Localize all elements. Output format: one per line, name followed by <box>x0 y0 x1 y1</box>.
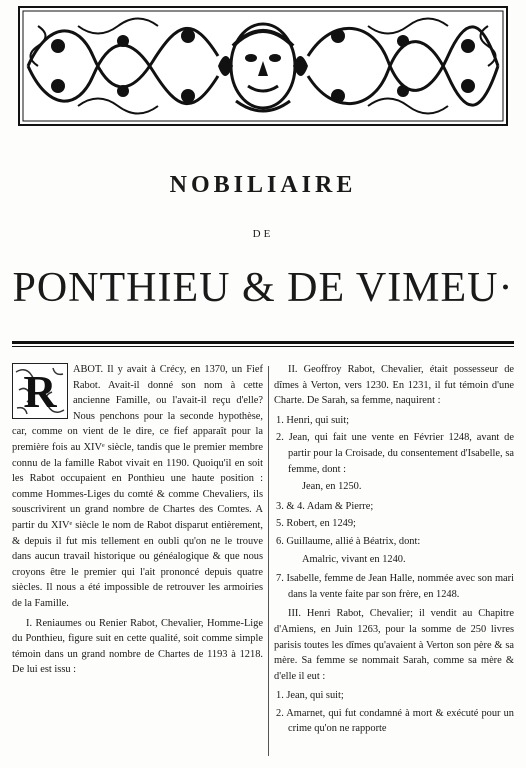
children-list-2 <box>274 499 514 550</box>
children-list-1 <box>274 413 514 477</box>
list-item: 5. Robert, en 1249; <box>276 518 356 530</box>
children-list-3 <box>274 571 514 602</box>
list-item: 1. Henri, qui suit; <box>276 414 350 426</box>
title-de: DE <box>252 228 274 240</box>
right-column <box>274 362 514 739</box>
title-main: PONTHIEU & DE VIMEU· <box>12 265 514 311</box>
title-rule-thick <box>12 341 514 344</box>
column-divider <box>268 366 269 756</box>
paragraph-degree-3: III. Henri Rabot, Chevalier; il vendit au Chapitre d'Amiens, en Juin 1263, pour la somme de 250 livres parisis toutes les dîmes qu'avaient à Verton son père & sa mère. Sa femme se nommait Sarah, comme sa mère & d'elle il eut : <box>274 608 514 682</box>
grandchild-entry: Jean, en 1250. <box>302 481 362 493</box>
title-rule-thin <box>12 346 514 347</box>
paragraph-degree-2: II. Geoffroy Rabot, Chevalier, était possesseur de dîmes à Verton, vers 1230. En 1231, il fut témoin d'une Charte. De Sarah, sa femme, naquirent : <box>274 364 514 407</box>
list-item: 6. Guillaume, allié à Béatrix, dont: <box>276 535 421 547</box>
title-nobiliaire: NOBILIAIRE <box>169 172 357 198</box>
dropcap-initial <box>12 363 68 419</box>
list-item: 2. Jean, qui fait une vente en Février 1248, avant de partir pour la Croisade, du consentement d'Isabelle, sa femme, dont : <box>276 432 514 475</box>
paragraph-degree-1: I. Reniaumes ou Renier Rabot, Chevalier, Homme-Lige du Ponthieu, figure suit en cette qualité, soit comme simple témoin dans un grand nombre de Chartes de 1193 à 1218. De lui est issu : <box>12 617 263 676</box>
ornamental-header-band <box>18 6 508 126</box>
grandchild-entry: Amalric, vivant en 1240. <box>302 553 406 565</box>
dropcap-letter: R <box>23 366 57 417</box>
list-item: 2. Amarnet, qui fut condamné à mort & exécuté pour un crime qu'on ne rapporte <box>276 707 514 735</box>
list-item: 3. & 4. Adam & Pierre; <box>276 500 374 512</box>
list-item: 1. Jean, qui suit; <box>276 690 344 702</box>
children-list-4 <box>274 688 514 737</box>
intro-paragraph: ABOT. Il y avait à Crécy, en 1370, un Fief Rabot. Avait-il donné son nom à cette ancienne Famille, ou l'avait-il reçu d'elle? Nous penchons pour la seconde hypothèse, car, comme on vient de le dire, ce fief apparaît pour la première fois au XIVᵉ siècle, tandis que le premier membre connu de la famille Rabot vivait en 1190. Quoiqu'il en soit les Rabot occupaient en Ponthieu une haute position : comme Hommes-Liges du comté & comme Chevaliers, ils souscrivirent un grand nombre de Chartes des Comtes. A partir du XIVᵉ siècle le nom de Rabot disparut entièrement, & depuis il fut mis tellement en oubli qu'on ne le trouve dans aucun travail historique ou généalogique & que nous croyons être le premier qui l'ait prononcé depuis quatre siècles. Il nous a été impossible de retrouver les armoiries de la Famille. <box>12 364 263 609</box>
left-column <box>12 362 263 678</box>
list-item: 7. Isabelle, femme de Jean Halle, nommée avec son mari dans la vente faite par son frère, en 1248. <box>276 573 514 600</box>
